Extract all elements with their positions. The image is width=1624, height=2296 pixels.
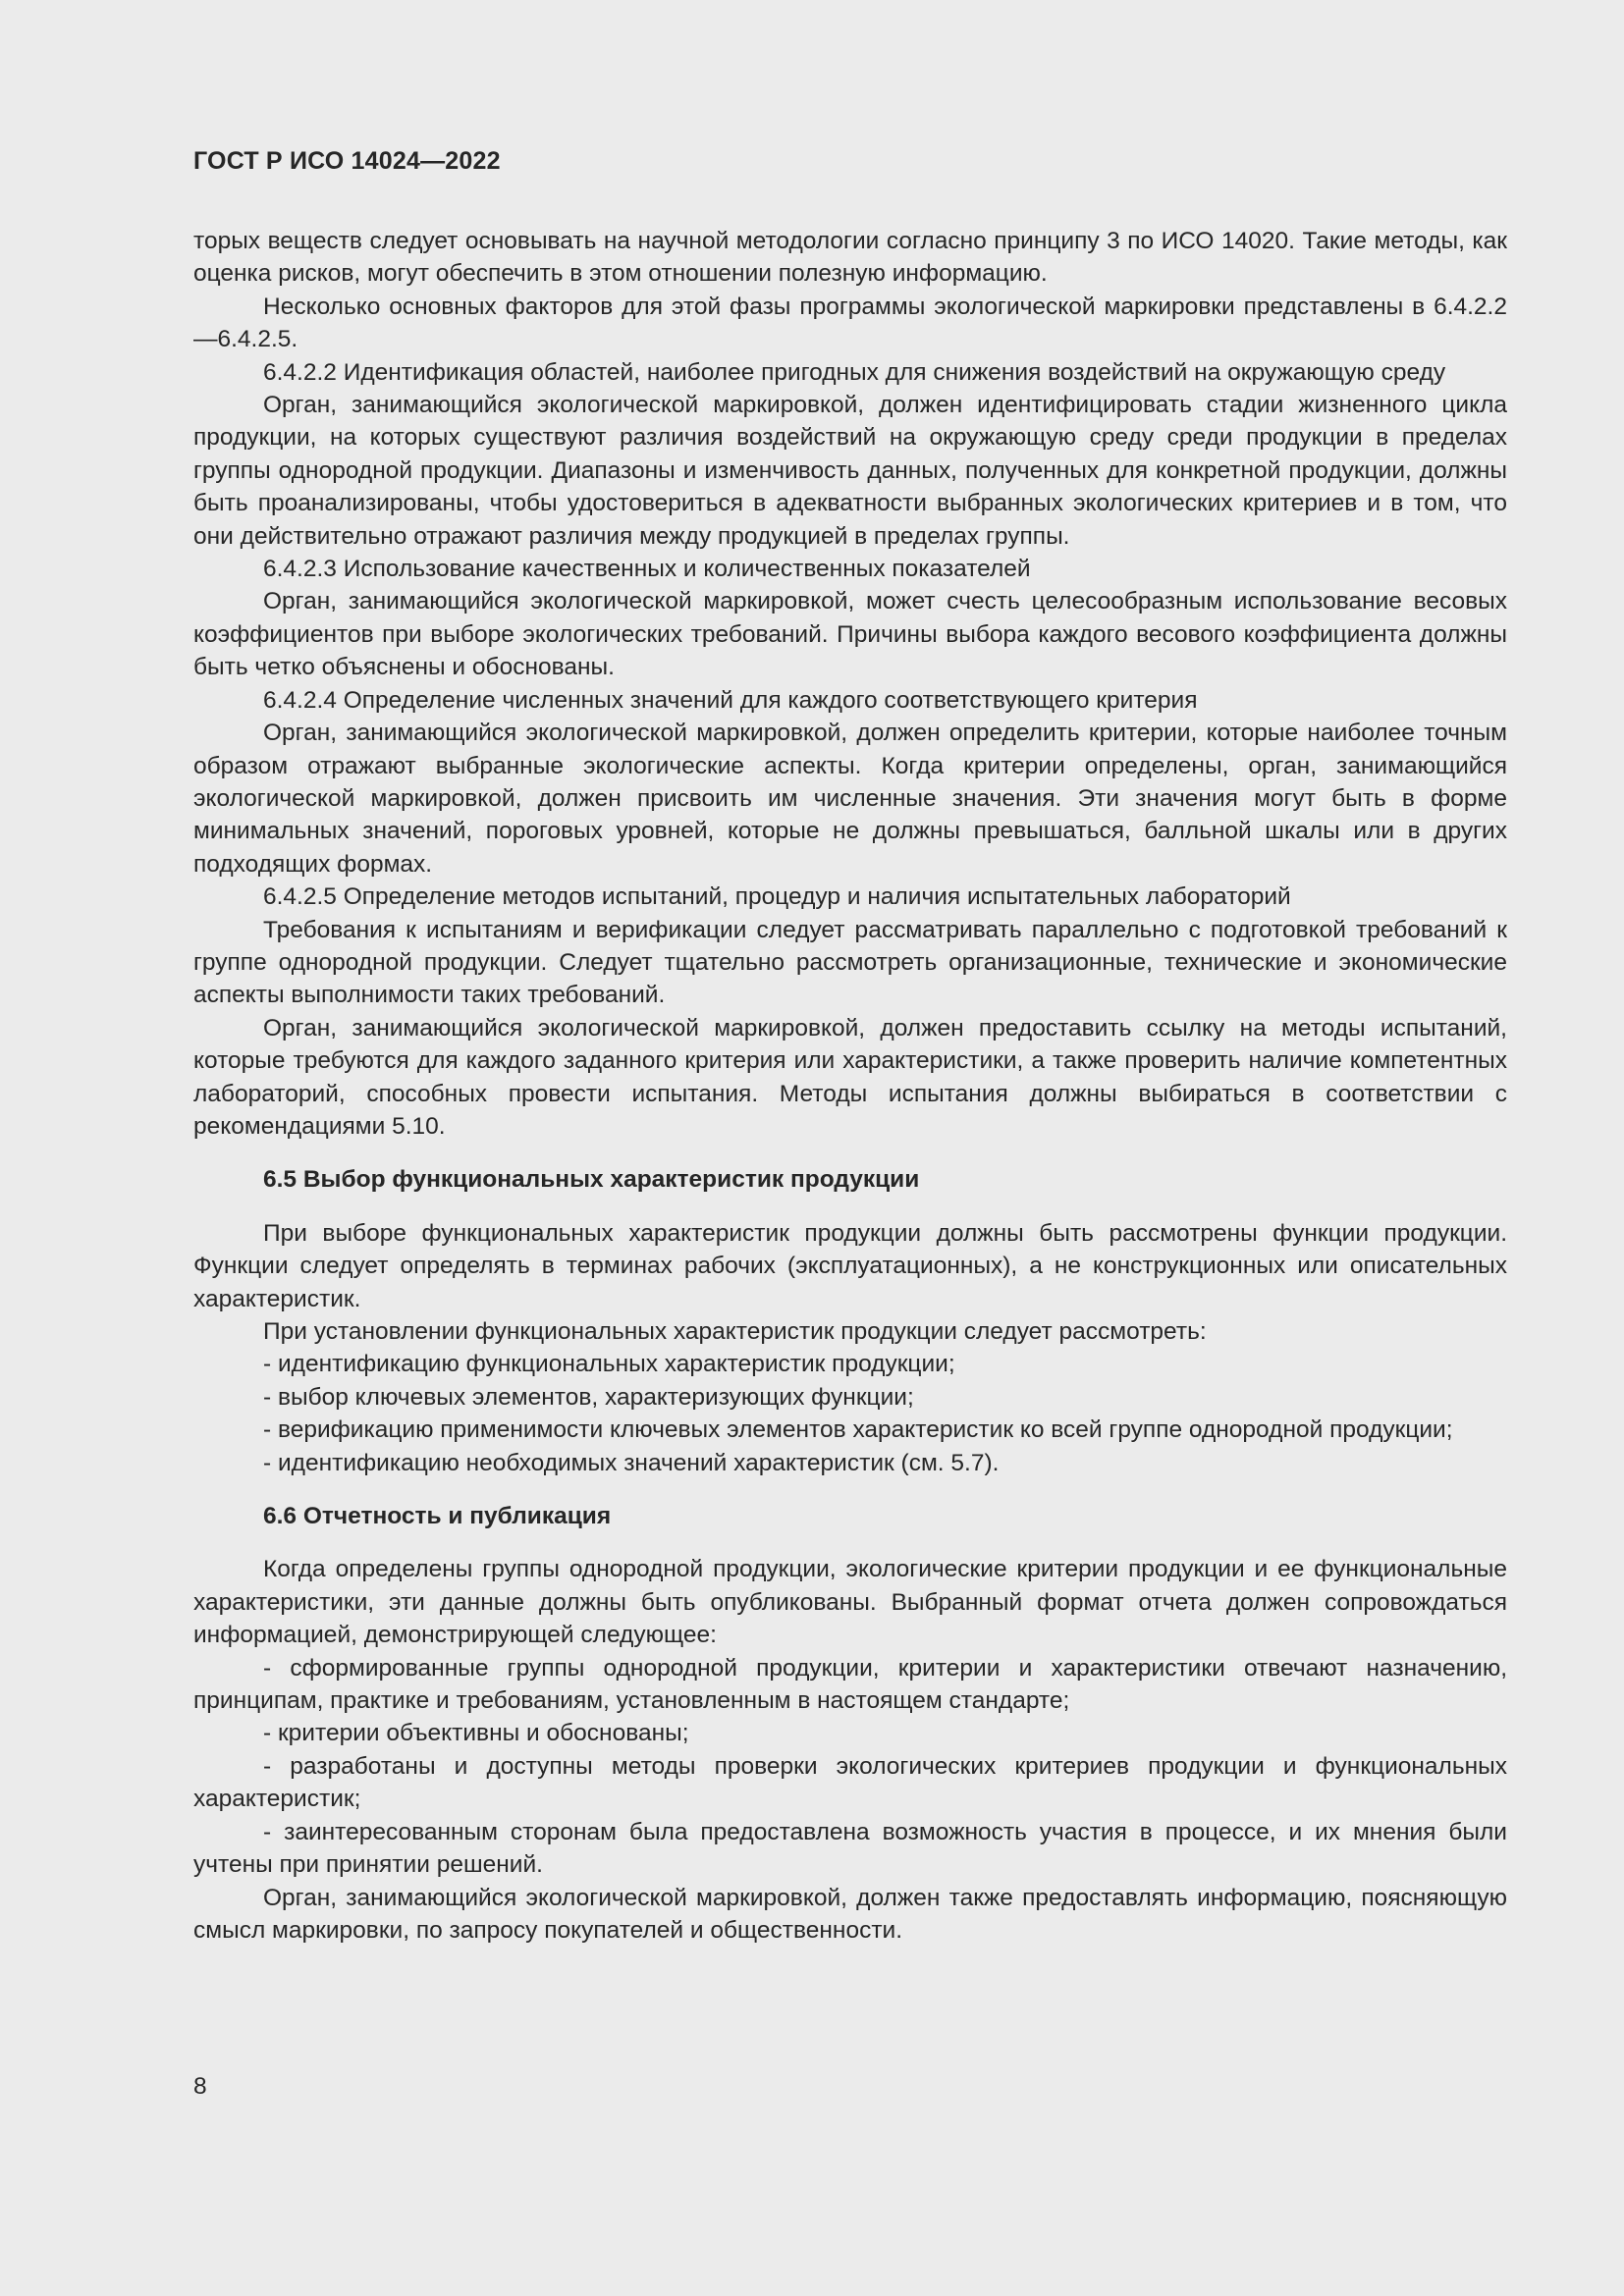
paragraph: Требования к испытаниям и верификации следует рассматривать параллельно с подготовкой требований к группе однородной продукции. Следует тщательно рассмотреть организационные, технические и экономические аспекты выполнимости таких требований. xyxy=(193,916,1507,1009)
paragraph: При выборе функциональных характеристик продукции должны быть рассмотрены функции продукции. Функции следует определять в терминах рабочих (эксплуатационных), а не конструкционных или описательных характеристик. xyxy=(193,1219,1507,1312)
document-body xyxy=(193,225,1507,1947)
list-item: - идентификацию необходимых значений характеристик (см. 5.7). xyxy=(263,1449,1000,1476)
clause-6-4-2-4-title: 6.4.2.4 Определение численных значений для каждого соответствующего критерия xyxy=(263,686,1198,714)
list-item: - выбор ключевых элементов, характеризующих функции; xyxy=(263,1383,914,1411)
paragraph: Орган, занимающийся экологической маркировкой, должен идентифицировать стадии жизненного цикла продукции, на которых существуют различия воздействий на окружающую среду среди продукции в пределах группы однородной продукции. Диапазоны и изменчивость данных, полученных для конкретной продукции, должны быть проанализированы, чтобы удостовериться в адекватности выбранных экологических критериев и в том, что они действительно отражают различия между продукцией в пределах группы. xyxy=(193,392,1507,550)
paragraph: При установлении функциональных характеристик продукции следует рассмотреть: xyxy=(263,1318,1207,1345)
list-item: - сформированные группы однородной продукции, критерии и характеристики отвечают назначению, принципам, практике и требованиям, установленным в настоящем стандарте; xyxy=(193,1654,1507,1715)
paragraph: Орган, занимающийся экологической маркировкой, должен также предоставлять информацию, поясняющую смысл маркировки, по запросу покупателей и общественности. xyxy=(193,1884,1507,1944)
clause-6-4-2-5-title: 6.4.2.5 Определение методов испытаний, процедур и наличия испытательных лабораторий xyxy=(263,883,1291,911)
list-item: - заинтересованным сторонам была предоставлена возможность участия в процессе, и их мнения были учтены при принятии решений. xyxy=(193,1818,1507,1879)
section-6-6-heading: 6.6 Отчетность и публикация xyxy=(263,1503,612,1530)
paragraph: Орган, занимающийся экологической маркировкой, должен предоставить ссылку на методы испытаний, которые требуются для каждого заданного критерия или характеристики, а также проверить наличие компетентных лабораторий, способных провести испытания. Методы испытания должны выбираться в соответствии с рекомендациями 5.10. xyxy=(193,1014,1507,1140)
paragraph: Орган, занимающийся экологической маркировкой, должен определить критерии, которые наиболее точным образом отражают выбранные экологические аспекты. Когда критерии определены, орган, занимающийся экологической маркировкой, должен присвоить им численные значения. Эти значения могут быть в форме минимальных значений, пороговых уровней, которые не должны превышаться, балльной шкалы или в других подходящих формах. xyxy=(193,720,1507,878)
list-item: - верификацию применимости ключевых элементов характеристик ко всей группе однородной продукции; xyxy=(263,1416,1453,1444)
page-number: 8 xyxy=(193,2073,207,2100)
paragraph-continuation: торых веществ следует основывать на научной методологии согласно принципу 3 по ИСО 14020. Такие методы, как оценка рисков, могут обеспечить в этом отношении полезную информацию. xyxy=(193,228,1507,288)
paragraph: Несколько основных факторов для этой фазы программы экологической маркировки представлены в 6.4.2.2—6.4.2.5. xyxy=(193,293,1507,353)
section-6-5-heading: 6.5 Выбор функциональных характеристик продукции xyxy=(263,1166,920,1194)
list-item: - идентификацию функциональных характеристик продукции; xyxy=(263,1351,955,1378)
standard-header: ГОСТ Р ИСО 14024—2022 xyxy=(193,147,501,175)
clause-6-4-2-3-title: 6.4.2.3 Использование качественных и количественных показателей xyxy=(263,556,1031,583)
list-item: - критерии объективны и обоснованы; xyxy=(263,1720,689,1747)
list-item: - разработаны и доступны методы проверки экологических критериев продукции и функциональных характеристик; xyxy=(193,1752,1507,1813)
paragraph: Когда определены группы однородной продукции, экологические критерии продукции и ее функциональные характеристики, эти данные должны быть опубликованы. Выбранный формат отчета должен сопровождаться информацией, демонстрирующей следующее: xyxy=(193,1556,1507,1649)
clause-6-4-2-2-title: 6.4.2.2 Идентификация областей, наиболее пригодных для снижения воздействий на окружающую среду xyxy=(263,358,1446,386)
paragraph: Орган, занимающийся экологической маркировкой, может счесть целесообразным использование весовых коэффициентов при выборе экологических требований. Причины выбора каждого весового коэффициента должны быть четко объяснены и обоснованы. xyxy=(193,588,1507,681)
